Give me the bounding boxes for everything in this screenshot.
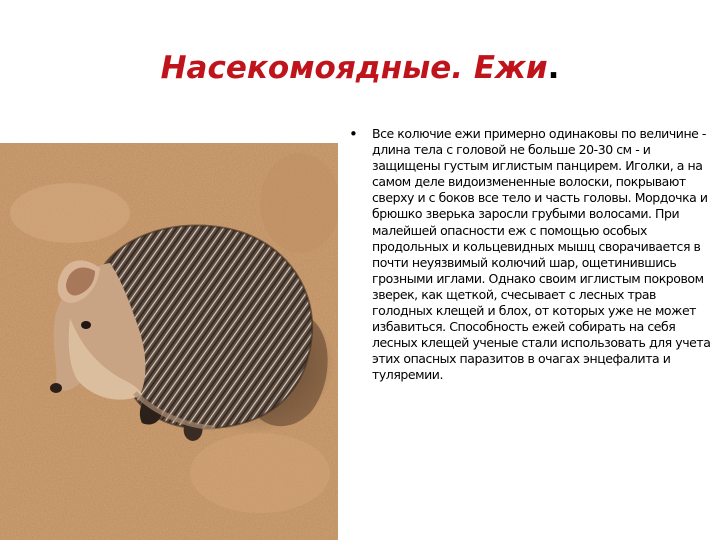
bullet-list xyxy=(344,126,712,384)
bullet-item xyxy=(344,126,712,384)
hedgehog-photo xyxy=(0,143,338,540)
slide-title xyxy=(0,46,720,90)
bullet-marker: • xyxy=(349,125,358,143)
bullet-text: Все колючие ежи примерно одинаковы по величине - длина тела с головой не больше 20-30 см - и защищены густым иглистым панцирем. Иголки, а на самом деле видоизмененные волоски, покрывают сверху и с боков все тело и часть головы. Мордочка и брюшко зверька заросли грубыми волосами. При малейшей опасности еж с помощью особых продольных и кольцевидных мышц сворачивается в почти неуязвимый колючий шар, ощетинившись грозными иглами. Однако своим иглистым покровом зверек, как щеткой, счесывает с лесных трав голодных клещей и блох, от которых уже не может избавиться. Способность ежей собирать на себя лесных клещей ученые стали использовать для учета этих опасных паразитов в очагах энцефалита и туляремии. xyxy=(372,126,711,383)
title-text: Насекомоядные. Ежи xyxy=(160,50,548,86)
title-period: . xyxy=(547,50,560,86)
